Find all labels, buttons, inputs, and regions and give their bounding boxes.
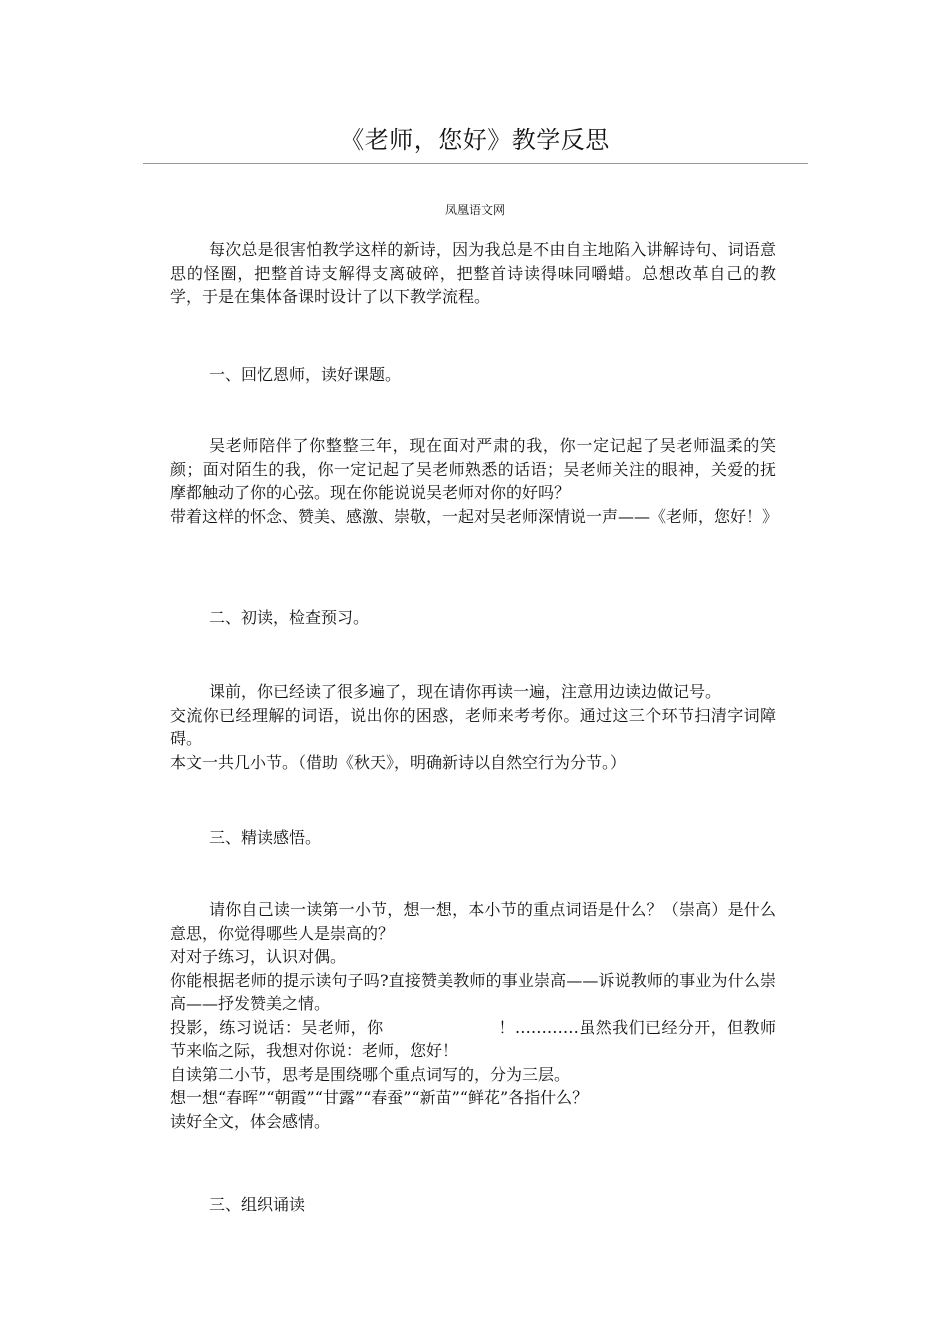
section-3-paragraph: 投影，练习说话：吴老师，你 ！…………虽然我们已经分开，但教师节来临之际，我想对你说：老师，您好！ <box>170 1017 776 1060</box>
section-heading-1: 一、回忆恩师，读好课题。 <box>209 365 402 384</box>
source-label: 凤凰语文网 <box>444 203 505 217</box>
section-3-paragraph: 自读第二小节，思考是围绕哪个重点词写的，分为三层。 <box>170 1064 571 1084</box>
section-heading-2: 二、初读，检查预习。 <box>209 608 370 627</box>
section-3-body <box>170 898 776 1133</box>
section-heading-4: 三、组织诵读 <box>209 1195 306 1214</box>
section-3-paragraph: 读好全文，体会感情。 <box>170 1111 331 1131</box>
section-2-paragraph: 交流你已经理解的词语，说出你的困惑，老师来考考你。通过这三个环节扫清字词障碍。 <box>170 705 776 748</box>
section-1-paragraph: 带着这样的怀念、赞美、感激、崇敬，一起对吴老师深情说一声——《老师，您好！》 <box>170 506 779 526</box>
section-3-paragraph: 请你自己读一读第一小节，想一想，本小节的重点词语是什么？（崇高）是什么意思，你觉得哪些人是崇高的？ <box>170 900 776 943</box>
section-2-body <box>170 680 776 774</box>
intro-paragraph: 每次总是很害怕教学这样的新诗，因为我总是不由自主地陷入讲解诗句、词语意思的怪圈，把整首诗支解得支离破碎，把整首诗读得味同嚼蜡。总想改革自己的教学，于是在集体备课时设计了以下教学流程。 <box>170 240 776 306</box>
title-divider <box>143 163 808 164</box>
section-heading-3: 三、精读感悟。 <box>209 828 322 847</box>
section-1-body <box>170 434 779 528</box>
section-2-paragraph: 课前，你已经读了很多遍了，现在请你再读一遍，注意用边读边做记号。 <box>209 682 722 701</box>
section-3-paragraph: 想一想“春晖”“朝霞”“甘露”“春蚕”“新苗”“鲜花”各指什么？ <box>170 1088 589 1107</box>
document-title: 《老师，您好》教学反思 <box>340 126 610 154</box>
section-3-paragraph: 你能根据老师的提示读句子吗?直接赞美教师的事业崇高——诉说教师的事业为什么崇高——抒发赞美之情。 <box>170 970 776 1013</box>
section-1-paragraph: 吴老师陪伴了你整整三年，现在面对严肃的我，你一定记起了吴老师温柔的笑颜；面对陌生的我，你一定记起了吴老师熟悉的话语；吴老师关注的眼神，关爱的抚摩都触动了你的心弦。现在你能说说吴老师对你的好吗？ <box>170 436 776 502</box>
section-3-paragraph: 对对子练习，认识对偶。 <box>170 947 347 966</box>
section-2-paragraph: 本文一共几小节。（借助《秋天》，明确新诗以自然空行为分节。） <box>170 752 627 772</box>
